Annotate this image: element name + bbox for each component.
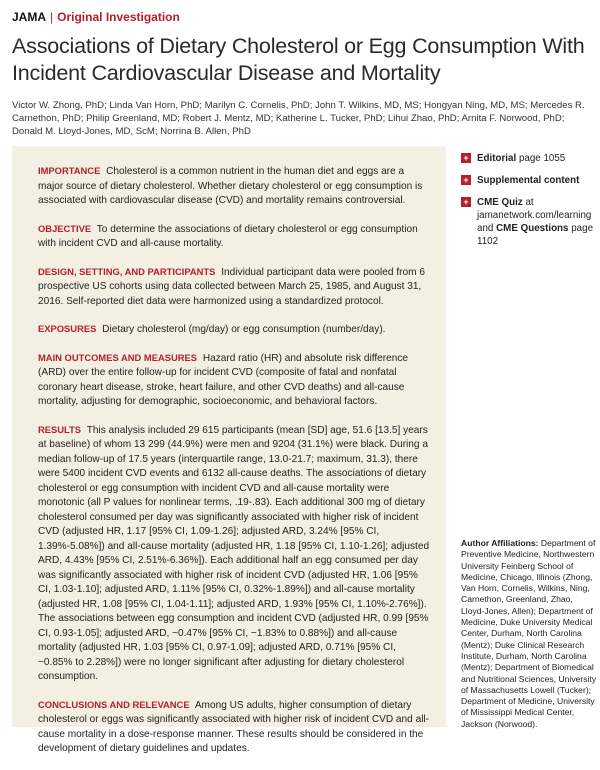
abstract-objective <box>38 222 432 252</box>
cme-at: at <box>525 197 534 208</box>
abstract-text: To determine the associations of dietary cholesterol or egg consumption with incident CVD and all-cause mortality. <box>38 223 418 249</box>
abstract-label: RESULTS <box>38 423 82 435</box>
abstract-importance <box>38 164 432 209</box>
abstract-label: MAIN OUTCOMES AND MEASURES <box>38 351 198 363</box>
editorial-link[interactable] <box>461 152 597 165</box>
author-affiliations <box>461 538 597 730</box>
cme-and: and <box>477 223 494 234</box>
sidebar-links <box>461 152 597 257</box>
plus-icon: + <box>461 197 471 207</box>
abstract-outcomes <box>38 351 432 410</box>
abstract-label: EXPOSURES <box>38 323 97 334</box>
cme-questions-page: page 1102 <box>477 223 594 247</box>
abstract-box <box>12 146 446 754</box>
cme-questions-label: CME Questions <box>496 223 569 234</box>
abstract-exposures <box>38 322 432 338</box>
article-title: Associations of Dietary Cholesterol or Egg Consumption With Incident Cardiovascular Disease and Mortality <box>12 34 585 85</box>
cme-quiz-label: CME Quiz <box>477 197 523 208</box>
abstract-label: DESIGN, SETTING, AND PARTICIPANTS <box>38 265 216 277</box>
abstract-text: Cholesterol is a common nutrient in the human diet and eggs are a major source of dietary cholesterol. Whether dietary cholesterol or egg consumption is associated with cardiovascular disease (CVD) and mortality remains controversial. <box>38 166 423 206</box>
editorial-page: page 1055 <box>518 153 566 164</box>
affiliations-text: Department of Preventive Medicine, Northwestern University Feinberg School of Medicine, Chicago, Illinois (Zhong, Van Horn, Cornelis, Wilkins, Ning, Carnethon, Greenland, Zhao, Lloyd-Jones, Allen); Department of Medicine, Duke University Medical Center, Durham, North Carolina (Mentz); Duke Clinical Research Institute, Durham, North Carolina (Mentz); Department of Biomedical and Nutritional Sciences, University of Massachusetts Lowell (Tucker); Department of Medicine, University of Mississippi Medical Center, Jackson (Norwood). <box>461 538 597 729</box>
editorial-label: Editorial <box>477 153 517 164</box>
abstract-text: Hazard ratio (HR) and absolute risk difference (ARD) over the entire follow-up for incident CVD (composite of fatal and nonfatal coronary heart disease, stroke, heart failure, and other CVD deaths) and all-cause mortality, adjusting for demographic, socioeconomic, and behavioral factors. <box>38 352 408 407</box>
cme-link[interactable] <box>461 196 597 248</box>
abstract-label: IMPORTANCE <box>38 165 101 176</box>
abstract-text: Dietary cholesterol (mg/day) or egg consumption (number/day). <box>102 324 386 335</box>
plus-icon: + <box>461 153 471 163</box>
plus-icon: + <box>461 175 471 185</box>
abstract-text: Among US adults, higher consumption of dietary cholesterol or eggs was significantly associated with higher risk of incident CVD and all-cause mortality in a dose-response manner. These results should be considered in the development of dietary guidelines and updates. <box>38 699 430 754</box>
article-section: Original Investigation <box>57 10 180 24</box>
abstract-design <box>38 265 432 310</box>
journal-name: JAMA <box>12 10 47 24</box>
abstract-label: CONCLUSIONS AND RELEVANCE <box>38 698 190 710</box>
abstract-label: OBJECTIVE <box>38 222 92 234</box>
cme-url[interactable]: jamanetwork.com/learning <box>477 210 592 221</box>
abstract-results <box>38 423 432 685</box>
supplemental-label: Supplemental content <box>477 175 580 186</box>
abstract-text: Individual participant data were pooled from 6 prospective US cohorts using data collected between March 25, 1985, and August 31, 2016. Self-reported diet data were harmonized using a standardized protocol. <box>38 266 425 307</box>
journal-header <box>12 10 180 24</box>
supplemental-link[interactable] <box>461 174 597 187</box>
affiliations-label: Author Affiliations: <box>461 538 539 548</box>
header-separator: | <box>50 10 54 24</box>
abstract-text: This analysis included 29 615 participants (mean [SD] age, 51.6 [13.5] years at baseline) of whom 13 299 (44.9%) were men and 9204 (31.1%) were black. During a median follow-up of 17.5 years (interquartile range, 13.0-21.7; maximum, 31.3), there were 5400 incident CVD events and 6132 all-cause deaths. The associations of dietary cholesterol or egg consumption with incident CVD and all-cause mortality were monotonic (all P values for nonlinear terms, .19-.83). Each additional 300 mg of dietary cholesterol consumed per day was significantly associated with higher risk of incident CVD (adjusted HR, 1.17 [95% CI, 1.09-1.26]; adjusted ARD, 3.24% [95% CI, 1.39%-5.08%]) and all-cause mortality (adjusted HR, 1.18 [95% CI, 1.10-1.26]; adjusted ARD, 4.43% [95% CI, 2.51%-6.36%]). Each additional half an egg consumed per day was significantly associated with higher risk of incident CVD (adjusted HR, 1.06 [95% CI, 1.03-1.10]; adjusted ARD, 1.11% [95% CI, 0.32%-1.89%]) and all-cause mortality (adjusted HR, 1.08 [95% CI, 1.04-1.11]; adjusted ARD, 1.93% [95% CI, 1.10%-2.76%]). The associations between egg consumption and incident CVD (adjusted HR, 0.99 [95% CI, 0.93-1.05]; adjusted ARD, −0.47% [95% CI, −1.83% to 0.88%]) and all-cause mortality (adjusted HR, 1.03 [95% CI, 0.97-1.09]; adjusted ARD, 0.71% [95% CI, −0.85% to 2.28%]) were no longer significant after adjusting for dietary cholesterol consumption. <box>38 424 430 682</box>
author-list: Victor W. Zhong, PhD; Linda Van Horn, PhD; Marilyn C. Cornelis, PhD; John T. Wilkins, MD, MS; Hongyan Ning, MD, MS; Mercedes R. Carnethon, PhD; Philip Greenland, MD; Robert J. Mentz, MD; Katherine L. Tucker, PhD; Lihui Zhao, PhD; Arnita F. Norwood, PhD; Donald M. Lloyd-Jones, MD, ScM; Norrina B. Allen, PhD <box>12 100 585 137</box>
abstract-conclusions <box>38 698 432 757</box>
